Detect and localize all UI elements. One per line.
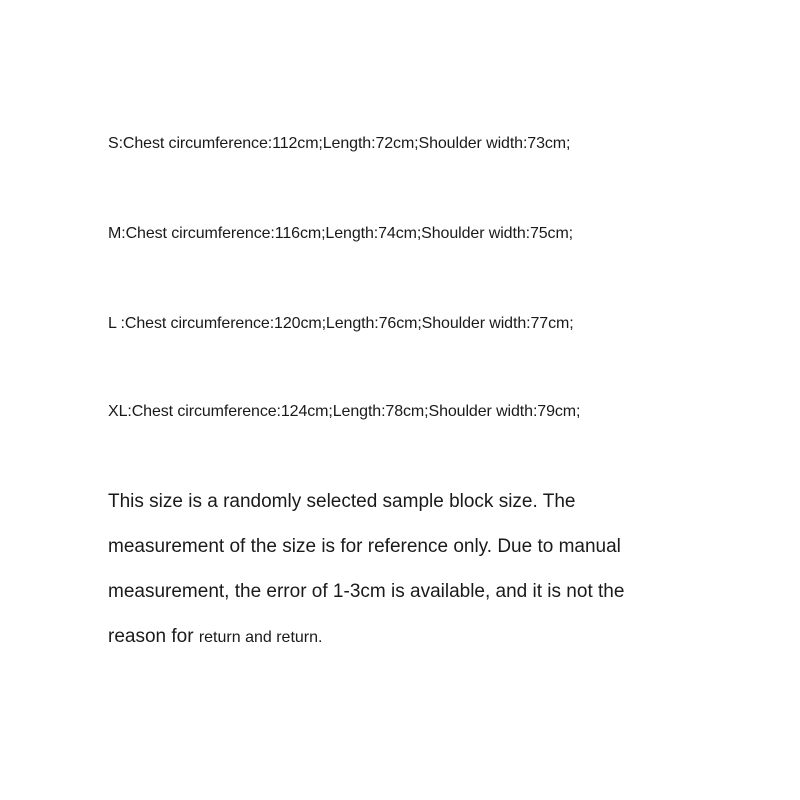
size-m-line: M:Chest circumference:116cm;Length:74cm;Shoulder width:75cm;	[108, 225, 574, 242]
note-line-4-part-a: reason for	[108, 626, 199, 647]
note-line-3: measurement, the error of 1-3cm is available, and it is not the	[108, 581, 625, 602]
note-line-4	[108, 625, 708, 670]
size-s-line: S:Chest circumference:112cm;Length:72cm;Shoulder width:73cm;	[108, 135, 571, 152]
note-line-2: measurement of the size is for reference only. Due to manual	[108, 536, 621, 557]
size-l-line: L :Chest circumference:120cm;Length:76cm;Shoulder width:77cm;	[108, 315, 574, 332]
size-xl-line: XL:Chest circumference:124cm;Length:78cm;Shoulder width:79cm;	[108, 403, 581, 420]
note-line-4-part-b: return and return.	[198, 629, 323, 646]
note-line-1: This size is a randomly selected sample block size. The	[108, 491, 576, 512]
measurement-note	[108, 490, 708, 670]
